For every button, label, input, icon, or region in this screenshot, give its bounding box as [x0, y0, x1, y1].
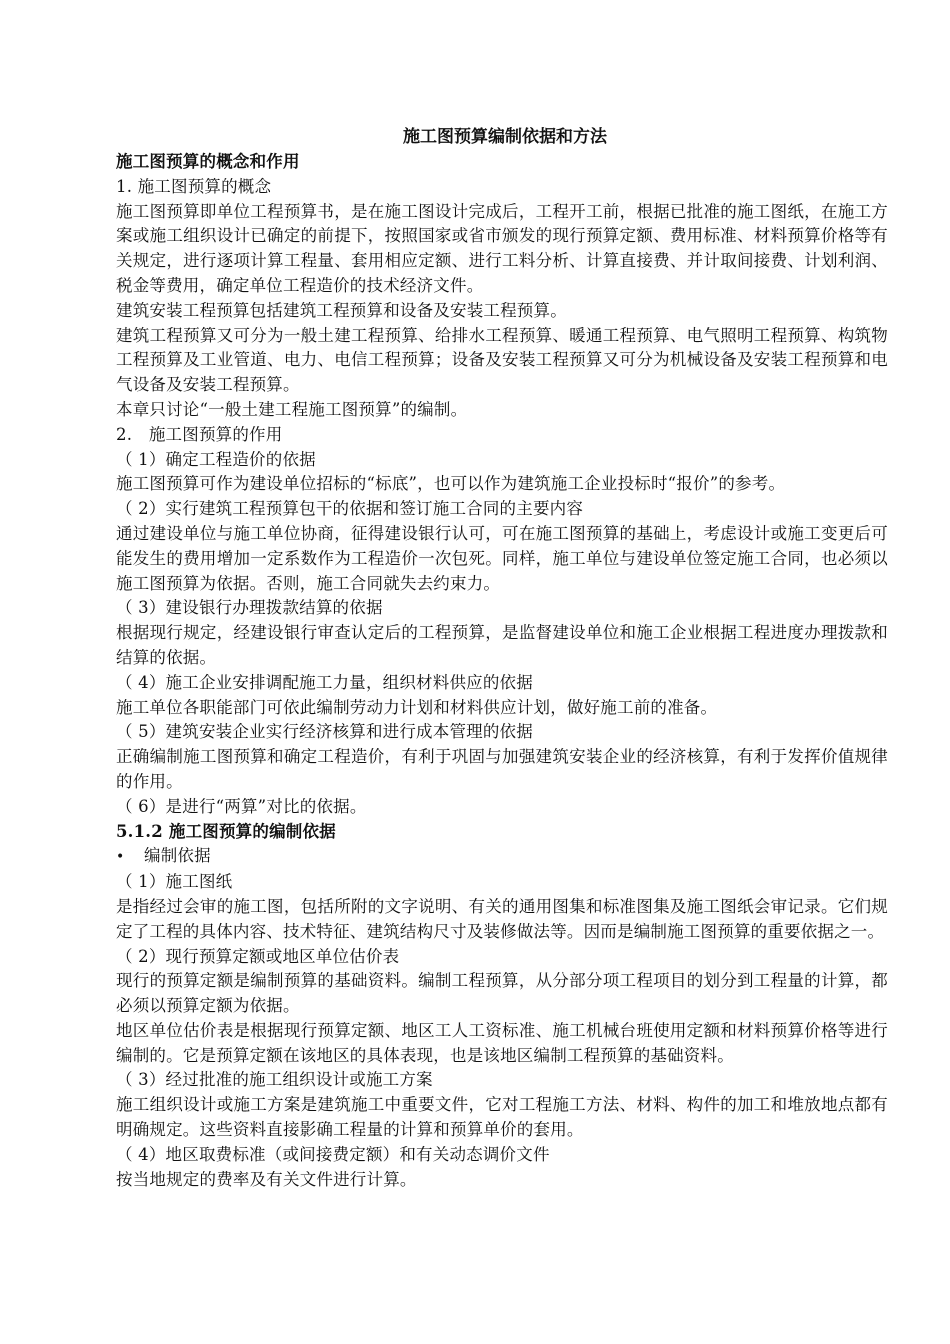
- bullet-item: [116, 844, 888, 870]
- paragraph: 本章只讨论“一般土建工程施工图预算”的编制。: [116, 399, 468, 419]
- paragraph: 施工组织设计或施工方案是建筑施工中重要文件，它对工程施工方法、材料、构件的加工和堆放地点都有明确规定。这些资料直接影确工程量的计算和预算单价的套用。: [116, 1095, 888, 1140]
- paragraph: 通过建设单位与施工单位协商，征得建设银行认可，可在施工图预算的基础上，考虑设计或施工变更后可能发生的费用增加一定系数作为工程造价一次包死。同样，施工单位与建设单位签定施工合同，也必须以施工图预算为依据。否则，施工合同就失去约束力。: [116, 523, 888, 593]
- paragraph: （ 1）施工图纸: [116, 872, 233, 892]
- paragraph: 根据现行规定，经建设银行审查认定后的工程预算，是监督建设单位和施工企业根据工程进度办理拨款和结算的依据。: [116, 623, 888, 667]
- bullet-icon: •: [116, 849, 125, 866]
- paragraph: 建筑工程预算又可分为一般土建工程预算、给排水工程预算、暖通工程预算、电气照明工程预算、构筑物工程预算及工业管道、电力、电信工程预算；设备及安装工程预算又可分为机械设备及安装工程预算和电气设备及安装工程预算。: [116, 325, 888, 395]
- section-heading: 施工图预算的概念和作用: [116, 152, 300, 171]
- document-page: [116, 124, 888, 1192]
- paragraph: 正确编制施工图预算和确定工程造价，有利于巩固与加强建筑安装企业的经济核算，有利于发挥价值规律的作用。: [116, 747, 888, 791]
- paragraph: （ 4）地区取费标准（或间接费定额）和有关动态调价文件: [116, 1144, 550, 1164]
- paragraph: 1. 施工图预算的概念: [116, 176, 272, 196]
- paragraph: 2. 施工图预算的作用: [116, 424, 283, 444]
- bullet-text: 编制依据: [144, 846, 211, 866]
- paragraph: 施工图预算即单位工程预算书，是在施工图设计完成后，工程开工前，根据已批准的施工图纸，在施工方案或施工组织设计已确定的前提下，按照国家或省市颁发的现行预算定额、费用标准、材料预算价格等有关规定，进行逐项计算工程量、套用相应定额、进行工料分析、计算直接费、并计取间接费、计划利润、税金等费用，确定单位工程造价的技术经济文件。: [116, 201, 888, 295]
- paragraph: 施工图预算可作为建设单位招标的“标底”，也可以作为建筑施工企业投标时“报价”的参考。: [116, 474, 786, 494]
- paragraph: （ 3）经过批准的施工组织设计或施工方案: [116, 1070, 433, 1090]
- document-title: 施工图预算编制依据和方法: [403, 127, 607, 147]
- paragraph: 地区单位估价表是根据现行预算定额、地区工人工资标准、施工机械台班使用定额和材料预算价格等进行编制的。它是预算定额在该地区的具体表现，也是该地区编制工程预算的基础资料。: [116, 1020, 888, 1065]
- document-body: [116, 150, 888, 1192]
- paragraph: （ 2）现行预算定额或地区单位估价表: [116, 946, 400, 966]
- section-heading: 5.1.2 施工图预算的编制依据: [116, 821, 336, 841]
- paragraph: 施工单位各职能部门可依此编制劳动力计划和材料供应计划，做好施工前的准备。: [116, 697, 718, 717]
- paragraph: （ 5）建筑安装企业实行经济核算和进行成本管理的依据: [116, 722, 533, 742]
- paragraph: （ 4）施工企业安排调配施工力量，组织材料供应的依据: [116, 672, 533, 692]
- paragraph: （ 2）实行建筑工程预算包干的依据和签订施工合同的主要内容: [116, 499, 584, 519]
- paragraph: （ 3）建设银行办理拨款结算的依据: [116, 598, 383, 618]
- paragraph: （ 6）是进行“两算”对比的依据。: [116, 796, 367, 816]
- paragraph: 按当地规定的费率及有关文件进行计算。: [116, 1169, 417, 1189]
- paragraph: （ 1）确定工程造价的依据: [116, 449, 316, 469]
- paragraph: 是指经过会审的施工图，包括所附的文字说明、有关的通用图集和标准图集及施工图纸会审记录。它们规定了工程的具体内容、技术特征、建筑结构尺寸及装修做法等。因而是编制施工图预算的重要依据之一。: [116, 896, 888, 941]
- paragraph: 建筑安装工程预算包括建筑工程预算和设备及安装工程预算。: [116, 300, 567, 320]
- paragraph: 现行的预算定额是编制预算的基础资料。编制工程预算，从分部分项工程项目的划分到工程量的计算，都必须以预算定额为依据。: [116, 971, 888, 1016]
